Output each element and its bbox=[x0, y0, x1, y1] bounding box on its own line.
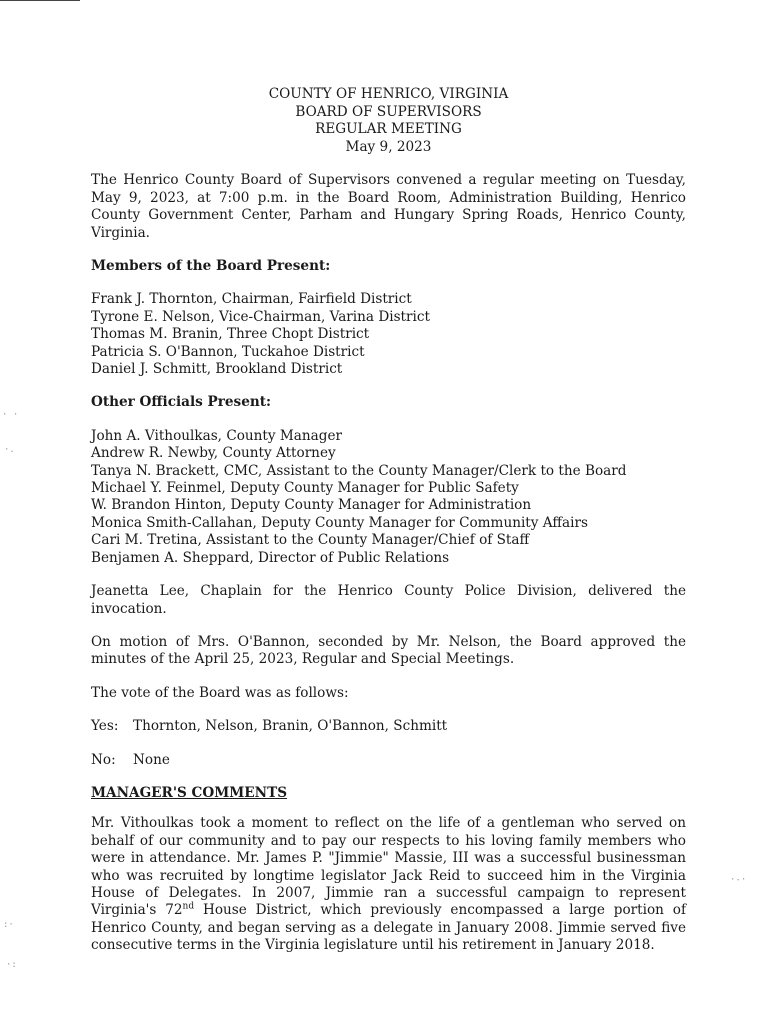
intro-paragraph: The Henrico County Board of Supervisors convened a regular meeting on Tuesday, May 9, 2023, at 7:00 p.m. in the Board Room, Administration Building, Henrico County Government Center, Parham and Hungary Spring Roads, Henrico County, Virginia. bbox=[91, 172, 686, 241]
vote-yes-line bbox=[91, 718, 686, 735]
scan-speckle: :· bbox=[3, 920, 14, 930]
scan-speckle: ·-· bbox=[730, 875, 747, 885]
vote-no-label: No: bbox=[91, 751, 116, 768]
header-county: COUNTY OF HENRICO, VIRGINIA bbox=[268, 86, 509, 102]
officials-heading: Other Officials Present: bbox=[91, 394, 272, 411]
scan-edge-line bbox=[0, 0, 80, 1]
official-item: John A. Vithoulkas, County Manager bbox=[91, 427, 342, 444]
vote-intro: The vote of the Board was as follows: bbox=[91, 684, 349, 701]
header-meeting-type: REGULAR MEETING bbox=[315, 121, 462, 138]
managers-text-part-a: Mr. Vithoulkas took a moment to reflect on the life of a gentleman who served on behalf of our community and to pay our respects to his loving family members who were in attendance. Mr. James P. "Jimmie" Massie, III was a successful businessman who was recruited by longtime legislator Jack Reid to succeed him in the Virginia House of Delegates. In 2007, Jimmie ran a successful campaign to represent Virginia's 72 bbox=[91, 815, 686, 919]
official-item: W. Brandon Hinton, Deputy County Manager for Administration bbox=[91, 497, 532, 514]
managers-comments-heading: MANAGER'S COMMENTS bbox=[91, 784, 288, 801]
member-item: Patricia S. O'Bannon, Tuckahoe District bbox=[91, 343, 365, 360]
official-item: Michael Y. Feinmel, Deputy County Manager for Public Safety bbox=[91, 480, 519, 497]
document-page bbox=[91, 86, 686, 971]
vote-yes-value: Thornton, Nelson, Branin, O'Bannon, Schmitt bbox=[133, 718, 448, 735]
managers-comments-paragraph bbox=[91, 815, 686, 954]
minutes-motion-paragraph: On motion of Mrs. O'Bannon, seconded by Mr. Nelson, the Board approved the minutes of the April 25, 2023, Regular and Special Meetings. bbox=[91, 633, 686, 668]
document-header bbox=[91, 86, 686, 156]
ordinal-suffix: nd bbox=[182, 901, 195, 912]
official-item: Benjamen A. Sheppard, Director of Public Relations bbox=[91, 549, 450, 566]
vote-yes-label: Yes: bbox=[91, 718, 119, 735]
scan-speckle: · · bbox=[2, 410, 19, 420]
members-list bbox=[91, 291, 686, 378]
member-item: Thomas M. Branin, Three Chopt District bbox=[91, 326, 370, 343]
managers-text-part-b: House District, which previously encompassed a large portion of Henrico County, and began serving as a delegate in January 2008. Jimmie served five consecutive terms in the Virginia legislature until his retirement in January 2018. bbox=[91, 902, 686, 954]
vote-no-line bbox=[91, 752, 686, 769]
header-board: BOARD OF SUPERVISORS bbox=[295, 103, 482, 120]
invocation-paragraph: Jeanetta Lee, Chaplain for the Henrico County Police Division, delivered the invocation. bbox=[91, 583, 686, 617]
scan-speckle: ·. bbox=[4, 445, 15, 455]
header-date: May 9, 2023 bbox=[345, 138, 432, 155]
vote-no-value: None bbox=[133, 751, 170, 768]
official-item: Monica Smith-Callahan, Deputy County Manager for Community Affairs bbox=[91, 514, 588, 531]
official-item: Andrew R. Newby, County Attorney bbox=[91, 445, 336, 462]
member-item: Tyrone E. Nelson, Vice-Chairman, Varina District bbox=[91, 308, 430, 325]
scan-speckle: ·: bbox=[6, 960, 17, 970]
officials-list bbox=[91, 428, 686, 567]
official-item: Tanya N. Brackett, CMC, Assistant to the County Manager/Clerk to the Board bbox=[91, 462, 627, 479]
members-heading: Members of the Board Present: bbox=[91, 258, 331, 274]
member-item: Daniel J. Schmitt, Brookland District bbox=[91, 361, 343, 378]
member-item: Frank J. Thornton, Chairman, Fairfield District bbox=[91, 291, 412, 308]
official-item: Cari M. Tretina, Assistant to the County Manager/Chief of Staff bbox=[91, 532, 530, 549]
